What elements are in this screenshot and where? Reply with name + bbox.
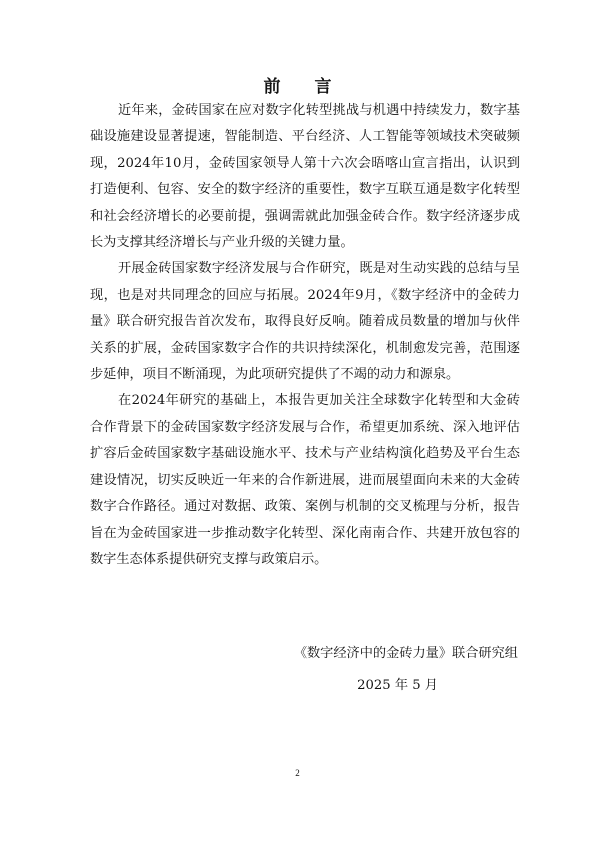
paragraph-1: 近年来，金砖国家在应对数字化转型挑战与机遇中持续发力，数字基础设施建设显著提速，智能制造、平台经济、人工智能等领域技术突破频现，2024年10月，金砖国家领导人第十六次会晤喀山宣言指出，认识到打造便利、包容、安全的数字经济的重要性，数字互联互通是数字化转型和社会经济增长的必要前提，强调需就此加强金砖合作。数字经济逐步成长为支撑其经济增长与产业升级的关键力量。 bbox=[90, 103, 520, 251]
page-title: 前 言 bbox=[263, 77, 346, 97]
document-body bbox=[90, 98, 520, 573]
signature-date: 2025 年 5 月 bbox=[357, 678, 438, 693]
signature-organization: 《数字经济中的金砖力量》联合研究组 bbox=[293, 646, 518, 661]
page-number: 2 bbox=[295, 768, 300, 778]
paragraph-3: 在2024年研究的基础上，本报告更加关注全球数字化转型和大金砖合作背景下的金砖国家数字经济发展与合作，希望更加系统、深入地评估扩容后金砖国家数字基础设施水平、技术与产业结构演化趋势及平台生态建设情况，切实反映近一年来的合作新进展，进而展望面向未来的大金砖数字合作路径。通过对数据、政策、案例与机制的交叉梳理与分析，报告旨在为金砖国家进一步推动数字化转型、深化南南合作、共建开放包容的数字生态体系提供研究支撑与政策启示。 bbox=[90, 393, 520, 567]
paragraph-2: 开展金砖国家数字经济发展与合作研究，既是对生动实践的总结与呈现，也是对共同理念的回应与拓展。2024年9月，《数字经济中的金砖力量》联合研究报告首次发布，取得良好反响。随着成员数量的增加与伙伴关系的扩展，金砖国家数字合作的共识持续深化，机制愈发完善，范围逐步延伸，项目不断涌现，为此项研究提供了不竭的动力和源泉。 bbox=[90, 261, 520, 383]
